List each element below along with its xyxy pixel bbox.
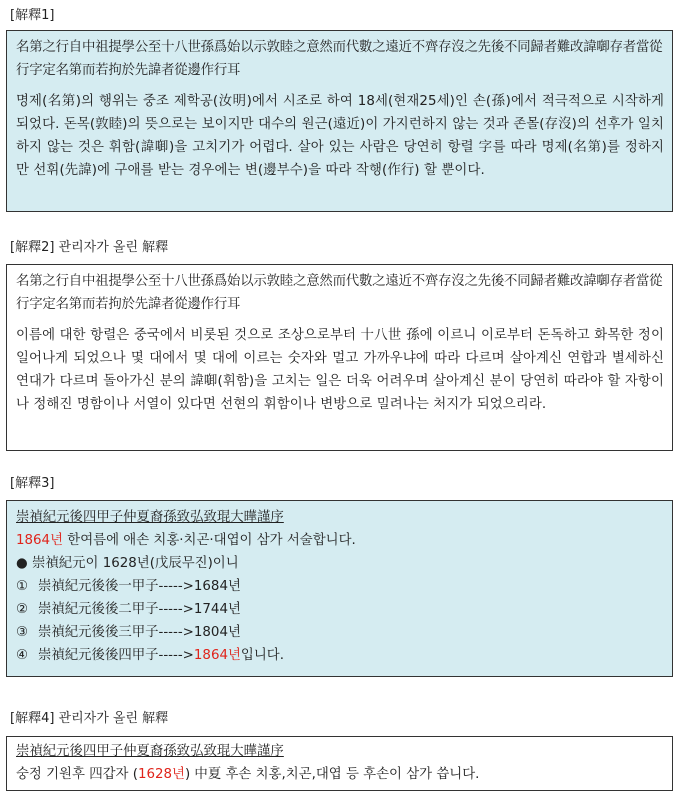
section-1-hanja: 名第之行自中祖提學公至十八世孫爲始以示敦睦之意然而代數之遠近不齊存沒之先後不同歸者難改諱啣存者當從行字定名第而若拘於先諱者從邊作行耳 [16,40,663,78]
list-item [16,598,664,621]
section-4-box [6,736,673,791]
section-2-translation: 이름에 대한 항렬은 중국에서 비롯된 것으로 조상으로부터 十八世 孫에 이르니 이로부터 돈독하고 화목한 정이 일어나게 되었으나 몇 대에서 몇 대에 이르는 숫자와 멀고 가까우냐에 따라 다르며 살아계신 연합과 별세하신 연대가 다르며 돌아가신 분의 諱啣(휘함)을 고치는 일은 더욱 어려우며 살아계신 분이 당연히 따라야 할 자항이나 정해진 명함이나 서열이 있다면 선현의 휘함이나 변방으로 밀려나는 처지가 되었으리라. [16,328,664,412]
intro-rest: 한여름에 애손 치홍·치곤·대엽이 삼가 서술합니다. [63,533,356,548]
list-item [16,621,664,644]
item-text: 崇禎紀元後後四甲子-----> [38,648,194,663]
item-marker: ④ [16,648,29,663]
section-3-intro [16,529,664,552]
translation-red-year: 1628년 [137,767,185,782]
section-4-translation [16,763,664,786]
item-text: 崇禎紀元後後三甲子----->1804년 [38,625,241,640]
item-red-year: 1864년 [193,648,241,663]
section-4-title: 崇禎紀元後四甲子仲夏裔孫致弘致琨大曄謹序 [16,744,284,759]
section-2-label: [解釋2] 관리자가 올린 解釋 [10,240,169,255]
list-item [16,575,664,598]
section-4-label: [解釋4] 관리자가 올린 解釋 [10,711,169,726]
item-marker: ① [16,579,29,594]
translation-pre: 숭정 기원후 四갑자 ( [16,767,138,782]
section-1-translation: 명제(名第)의 행위는 중조 제학공(汝明)에서 시조로 하여 18세(현재25세)인 손(孫)에서 적극적으로 시작하게 되었다. 돈목(敦睦)의 뜻으로는 보이지만 대수의 원근(遠近)이 가지런하지 않는 것과 존몰(存沒)의 선후가 일치하지 않는 것은 휘함(諱啣)을 고치기가 어렵다. 살아 있는 사람은 당연히 항렬 字를 따라 명제(名第)를 정하지만 선휘(先諱)에 구애를 받는 경우에는 변(邊부수)을 따라 작행(作行) 할 뿐이다. [16,94,664,178]
section-2-box [6,264,673,451]
section-1-label: [解釋1] [10,8,55,23]
section-3-title: 崇禎紀元後四甲子仲夏裔孫致弘致琨大曄謹序 [16,510,284,525]
section-2-hanja: 名第之行自中祖提學公至十八世孫爲始以示敦睦之意然而代數之遠近不齊存沒之先後不同歸者難改諱啣存者當從行字定名第而若拘於先諱者從邊作行耳 [16,274,663,312]
section-3-label: [解釋3] [10,476,55,491]
item-text: 崇禎紀元後後一甲子----->1684년 [38,579,241,594]
section-3-bullet-main: ● 崇禎紀元이 1628년(戊辰무진)이니 [16,556,239,571]
section-3-box [6,500,673,677]
translation-post: ) 中夏 후손 치홍,치곤,대엽 등 후손이 삼가 씁니다. [184,767,480,782]
item-marker: ③ [16,625,29,640]
item-tail: 입니다. [240,648,284,663]
intro-year: 1864년 [16,533,64,548]
item-marker: ② [16,602,29,617]
section-1-box [6,30,673,212]
list-item [16,644,664,667]
item-text: 崇禎紀元後後二甲子----->1744년 [38,602,241,617]
